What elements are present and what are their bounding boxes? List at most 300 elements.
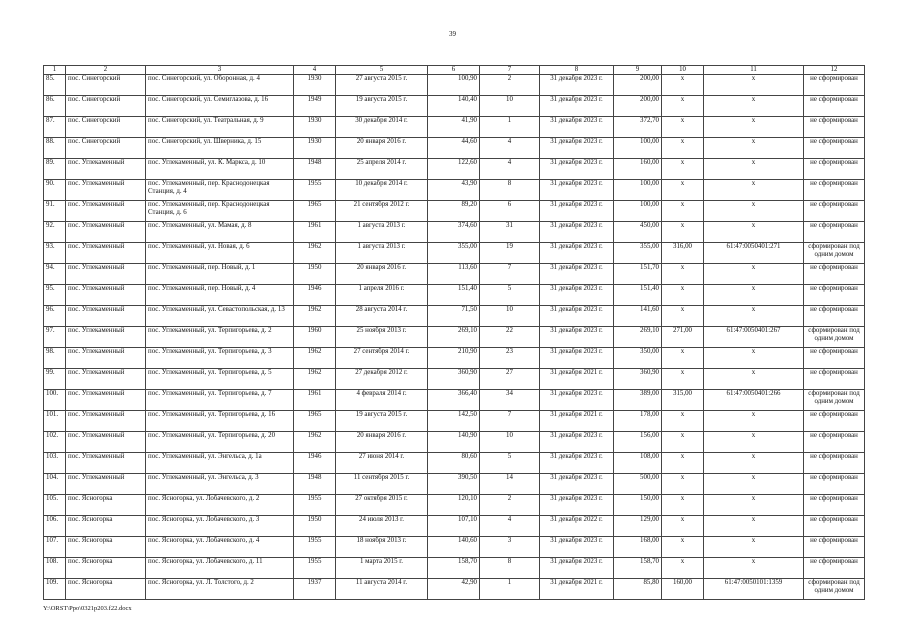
page-number: 39 <box>449 30 456 38</box>
cell-land: x <box>662 537 704 558</box>
cell-area2: 158,70 <box>614 558 662 579</box>
table-row <box>44 411 865 432</box>
cell-n: 106. <box>44 516 66 537</box>
cell-cadastre: x <box>704 201 804 222</box>
cell-year: 1949 <box>294 96 336 117</box>
table-row <box>44 474 865 495</box>
cell-cadastre: x <box>704 516 804 537</box>
cell-area: 269,10 <box>428 327 480 348</box>
cell-deadline: 31 декабря 2023 г. <box>540 327 614 348</box>
cell-residents: 23 <box>480 348 540 369</box>
cell-date: 27 июня 2014 г. <box>336 453 428 474</box>
cell-status: не сформирован <box>804 285 865 306</box>
cell-n: 85. <box>44 75 66 96</box>
cell-area2: 178,00 <box>614 411 662 432</box>
cell-address: пос. Углекаменный, ул. Терпигорьева, д. 3 <box>146 348 294 369</box>
cell-deadline: 31 декабря 2023 г. <box>540 432 614 453</box>
cell-deadline: 31 декабря 2023 г. <box>540 495 614 516</box>
cell-cadastre: x <box>704 474 804 495</box>
cell-n: 93. <box>44 243 66 264</box>
cell-area: 390,50 <box>428 474 480 495</box>
table-row <box>44 285 865 306</box>
column-header-6: 6 <box>428 66 480 75</box>
cell-area2: 269,10 <box>614 327 662 348</box>
cell-cadastre: x <box>704 159 804 180</box>
column-header-8: 8 <box>540 66 614 75</box>
cell-status: не сформирован <box>804 264 865 285</box>
cell-settlement: пос. Углекаменный <box>66 432 146 453</box>
cell-address: пос. Синегорский, ул. Оборонная, д. 4 <box>146 75 294 96</box>
cell-status: сформирован под одним домом <box>804 327 865 348</box>
cell-address: пос. Ясногорка, ул. Лобачевского, д. 4 <box>146 537 294 558</box>
cell-area2: 151,40 <box>614 285 662 306</box>
cell-area2: 389,00 <box>614 390 662 411</box>
cell-area: 210,90 <box>428 348 480 369</box>
cell-residents: 10 <box>480 96 540 117</box>
cell-area: 140,90 <box>428 432 480 453</box>
cell-residents: 10 <box>480 432 540 453</box>
cell-address: пос. Ясногорка, ул. Л. Толстого, д. 2 <box>146 579 294 600</box>
cell-settlement: пос. Углекаменный <box>66 264 146 285</box>
cell-year: 1930 <box>294 117 336 138</box>
cell-land: x <box>662 411 704 432</box>
cell-date: 10 декабря 2014 г. <box>336 180 428 201</box>
cell-date: 20 января 2016 г. <box>336 432 428 453</box>
cell-land: x <box>662 96 704 117</box>
cell-area2: 85,80 <box>614 579 662 600</box>
cell-n: 109. <box>44 579 66 600</box>
cell-status: не сформирован <box>804 159 865 180</box>
cell-date: 30 декабря 2014 г. <box>336 117 428 138</box>
cell-land: x <box>662 474 704 495</box>
cell-year: 1948 <box>294 474 336 495</box>
cell-residents: 1 <box>480 579 540 600</box>
cell-residents: 34 <box>480 390 540 411</box>
cell-address: пос. Углекаменный, пер. Краснодонецкая Станция, д. 4 <box>146 180 294 201</box>
cell-n: 91. <box>44 201 66 222</box>
table-row <box>44 516 865 537</box>
cell-deadline: 31 декабря 2023 г. <box>540 159 614 180</box>
cell-cadastre: x <box>704 306 804 327</box>
cell-land: x <box>662 516 704 537</box>
cell-n: 105. <box>44 495 66 516</box>
cell-residents: 7 <box>480 411 540 432</box>
cell-deadline: 31 декабря 2023 г. <box>540 180 614 201</box>
table-row <box>44 432 865 453</box>
cell-address: пос. Углекаменный, ул. Терпигорьева, д. 20 <box>146 432 294 453</box>
cell-residents: 3 <box>480 537 540 558</box>
cell-settlement: пос. Углекаменный <box>66 474 146 495</box>
cell-cadastre: x <box>704 138 804 159</box>
cell-cadastre: x <box>704 180 804 201</box>
cell-area: 107,10 <box>428 516 480 537</box>
cell-settlement: пос. Углекаменный <box>66 180 146 201</box>
cell-land: x <box>662 453 704 474</box>
cell-address: пос. Углекаменный, ул. Энгельса, д. 1а <box>146 453 294 474</box>
cell-n: 97. <box>44 327 66 348</box>
cell-date: 19 августа 2015 г. <box>336 96 428 117</box>
cell-deadline: 31 декабря 2021 г. <box>540 579 614 600</box>
cell-area: 113,60 <box>428 264 480 285</box>
cell-cadastre: 61:47:0050101:1359 <box>704 579 804 600</box>
cell-status: не сформирован <box>804 537 865 558</box>
cell-area2: 500,00 <box>614 474 662 495</box>
cell-date: 27 октября 2015 г. <box>336 495 428 516</box>
cell-cadastre: x <box>704 285 804 306</box>
cell-year: 1962 <box>294 306 336 327</box>
cell-deadline: 31 декабря 2022 г. <box>540 516 614 537</box>
cell-area: 80,60 <box>428 453 480 474</box>
column-header-5: 5 <box>336 66 428 75</box>
cell-date: 11 сентября 2015 г. <box>336 474 428 495</box>
cell-date: 20 января 2016 г. <box>336 264 428 285</box>
cell-settlement: пос. Углекаменный <box>66 243 146 264</box>
cell-residents: 8 <box>480 180 540 201</box>
cell-residents: 27 <box>480 369 540 390</box>
cell-address: пос. Углекаменный, ул. К. Маркса, д. 10 <box>146 159 294 180</box>
table-row <box>44 579 865 600</box>
cell-area: 140,40 <box>428 96 480 117</box>
cell-cadastre: x <box>704 117 804 138</box>
cell-status: не сформирован <box>804 75 865 96</box>
cell-address: пос. Углекаменный, пер. Новый, д. 4 <box>146 285 294 306</box>
cell-area2: 450,00 <box>614 222 662 243</box>
table-row <box>44 222 865 243</box>
cell-n: 100. <box>44 390 66 411</box>
cell-year: 1950 <box>294 516 336 537</box>
cell-date: 18 ноября 2013 г. <box>336 537 428 558</box>
column-header-10: 10 <box>662 66 704 75</box>
cell-land: 271,00 <box>662 327 704 348</box>
table-body <box>44 66 865 600</box>
cell-n: 86. <box>44 96 66 117</box>
cell-land: x <box>662 348 704 369</box>
cell-settlement: пос. Ясногорка <box>66 558 146 579</box>
cell-settlement: пос. Углекаменный <box>66 327 146 348</box>
cell-settlement: пос. Ясногорка <box>66 537 146 558</box>
cell-cadastre: x <box>704 411 804 432</box>
cell-land: x <box>662 264 704 285</box>
cell-n: 88. <box>44 138 66 159</box>
cell-date: 19 августа 2015 г. <box>336 411 428 432</box>
cell-area2: 100,00 <box>614 180 662 201</box>
column-header-3: 3 <box>146 66 294 75</box>
cell-address: пос. Ясногорка, ул. Лобачевского, д. 3 <box>146 516 294 537</box>
cell-settlement: пос. Синегорский <box>66 138 146 159</box>
table-row <box>44 369 865 390</box>
cell-area2: 150,00 <box>614 495 662 516</box>
cell-settlement: пос. Углекаменный <box>66 453 146 474</box>
column-header-2: 2 <box>66 66 146 75</box>
table-row <box>44 495 865 516</box>
cell-date: 20 января 2016 г. <box>336 138 428 159</box>
cell-deadline: 31 декабря 2021 г. <box>540 369 614 390</box>
cell-settlement: пос. Углекаменный <box>66 159 146 180</box>
table-row <box>44 453 865 474</box>
cell-land: x <box>662 138 704 159</box>
cell-status: не сформирован <box>804 474 865 495</box>
cell-deadline: 31 декабря 2023 г. <box>540 201 614 222</box>
cell-land: 315,00 <box>662 390 704 411</box>
table-row <box>44 96 865 117</box>
cell-status: не сформирован <box>804 117 865 138</box>
table-row <box>44 537 865 558</box>
column-header-1: 1 <box>44 66 66 75</box>
table-row <box>44 264 865 285</box>
cell-year: 1962 <box>294 243 336 264</box>
cell-residents: 2 <box>480 495 540 516</box>
cell-deadline: 31 декабря 2023 г. <box>540 75 614 96</box>
table-row <box>44 243 865 264</box>
cell-area: 151,40 <box>428 285 480 306</box>
cell-deadline: 31 декабря 2023 г. <box>540 474 614 495</box>
cell-status: не сформирован <box>804 201 865 222</box>
cell-status: не сформирован <box>804 96 865 117</box>
cell-year: 1955 <box>294 495 336 516</box>
cell-date: 25 ноября 2013 г. <box>336 327 428 348</box>
cell-settlement: пос. Углекаменный <box>66 201 146 222</box>
cell-land: x <box>662 159 704 180</box>
cell-deadline: 31 декабря 2023 г. <box>540 348 614 369</box>
column-header-12: 12 <box>804 66 865 75</box>
cell-area: 366,40 <box>428 390 480 411</box>
cell-deadline: 31 декабря 2023 г. <box>540 453 614 474</box>
cell-area: 43,90 <box>428 180 480 201</box>
cell-area2: 350,00 <box>614 348 662 369</box>
table-row <box>44 117 865 138</box>
cell-status: не сформирован <box>804 348 865 369</box>
cell-year: 1962 <box>294 369 336 390</box>
cell-n: 101. <box>44 411 66 432</box>
column-header-9: 9 <box>614 66 662 75</box>
cell-address: пос. Синегорский, ул. Семиглазова, д. 16 <box>146 96 294 117</box>
cell-land: x <box>662 117 704 138</box>
cell-area: 140,60 <box>428 537 480 558</box>
cell-area: 44,60 <box>428 138 480 159</box>
cell-date: 1 марта 2015 г. <box>336 558 428 579</box>
cell-area2: 141,60 <box>614 306 662 327</box>
cell-n: 96. <box>44 306 66 327</box>
table-row <box>44 558 865 579</box>
cell-area2: 160,00 <box>614 159 662 180</box>
cell-address: пос. Углекаменный, ул. Новая, д. 6 <box>146 243 294 264</box>
cell-n: 99. <box>44 369 66 390</box>
cell-settlement: пос. Ясногорка <box>66 495 146 516</box>
cell-date: 24 июля 2013 г. <box>336 516 428 537</box>
cell-residents: 10 <box>480 306 540 327</box>
cell-land: x <box>662 285 704 306</box>
cell-year: 1950 <box>294 264 336 285</box>
cell-year: 1930 <box>294 75 336 96</box>
cell-address: пос. Углекаменный, ул. Мамая, д. 8 <box>146 222 294 243</box>
cell-status: не сформирован <box>804 138 865 159</box>
cell-n: 108. <box>44 558 66 579</box>
cell-address: пос. Углекаменный, ул. Терпигорьева, д. 16 <box>146 411 294 432</box>
cell-cadastre: x <box>704 537 804 558</box>
cell-residents: 22 <box>480 327 540 348</box>
cell-residents: 4 <box>480 516 540 537</box>
cell-cadastre: x <box>704 495 804 516</box>
cell-date: 21 сентября 2012 г. <box>336 201 428 222</box>
cell-address: пос. Ясногорка, ул. Лобачевского, д. 11 <box>146 558 294 579</box>
cell-settlement: пос. Углекаменный <box>66 306 146 327</box>
cell-residents: 7 <box>480 264 540 285</box>
cell-area2: 156,00 <box>614 432 662 453</box>
cell-deadline: 31 декабря 2023 г. <box>540 243 614 264</box>
cell-area: 120,10 <box>428 495 480 516</box>
cell-address: пос. Синегорский, ул. Театральная, д. 9 <box>146 117 294 138</box>
cell-cadastre: 61:47:0050401:271 <box>704 243 804 264</box>
cell-cadastre: x <box>704 348 804 369</box>
cell-cadastre: x <box>704 558 804 579</box>
column-header-4: 4 <box>294 66 336 75</box>
cell-year: 1955 <box>294 180 336 201</box>
cell-settlement: пос. Синегорский <box>66 117 146 138</box>
cell-residents: 14 <box>480 474 540 495</box>
cell-date: 25 апреля 2014 г. <box>336 159 428 180</box>
cell-cadastre: x <box>704 264 804 285</box>
cell-deadline: 31 декабря 2021 г. <box>540 411 614 432</box>
cell-year: 1965 <box>294 411 336 432</box>
table-row <box>44 306 865 327</box>
table-row <box>44 327 865 348</box>
housing-table <box>43 65 865 600</box>
cell-address: пос. Синегорский, ул. Шверника, д. 15 <box>146 138 294 159</box>
column-header-7: 7 <box>480 66 540 75</box>
cell-area2: 129,00 <box>614 516 662 537</box>
cell-status: не сформирован <box>804 453 865 474</box>
cell-n: 107. <box>44 537 66 558</box>
cell-cadastre: 61:47:0050401:267 <box>704 327 804 348</box>
cell-deadline: 31 декабря 2023 г. <box>540 390 614 411</box>
cell-deadline: 31 декабря 2023 г. <box>540 558 614 579</box>
cell-area: 360,90 <box>428 369 480 390</box>
cell-cadastre: x <box>704 369 804 390</box>
cell-land: x <box>662 495 704 516</box>
cell-n: 103. <box>44 453 66 474</box>
cell-area: 122,60 <box>428 159 480 180</box>
cell-settlement: пос. Синегорский <box>66 96 146 117</box>
column-header-11: 11 <box>704 66 804 75</box>
cell-area2: 168,00 <box>614 537 662 558</box>
cell-status: не сформирован <box>804 558 865 579</box>
cell-area: 71,50 <box>428 306 480 327</box>
cell-settlement: пос. Углекаменный <box>66 390 146 411</box>
cell-status: не сформирован <box>804 432 865 453</box>
cell-area: 89,20 <box>428 201 480 222</box>
cell-deadline: 31 декабря 2023 г. <box>540 306 614 327</box>
cell-land: 316,00 <box>662 243 704 264</box>
cell-land: x <box>662 180 704 201</box>
cell-land: x <box>662 222 704 243</box>
cell-year: 1946 <box>294 453 336 474</box>
cell-land: x <box>662 306 704 327</box>
cell-year: 1955 <box>294 558 336 579</box>
cell-year: 1937 <box>294 579 336 600</box>
cell-land: x <box>662 201 704 222</box>
cell-year: 1961 <box>294 390 336 411</box>
cell-land: x <box>662 432 704 453</box>
cell-residents: 6 <box>480 201 540 222</box>
cell-deadline: 31 декабря 2023 г. <box>540 537 614 558</box>
cell-residents: 5 <box>480 453 540 474</box>
cell-cadastre: x <box>704 222 804 243</box>
cell-status: сформирован под одним домом <box>804 579 865 600</box>
cell-deadline: 31 декабря 2023 г. <box>540 138 614 159</box>
table-row <box>44 201 865 222</box>
cell-address: пос. Углекаменный, пер. Краснодонецкая Станция, д. 6 <box>146 201 294 222</box>
cell-n: 87. <box>44 117 66 138</box>
cell-area: 374,60 <box>428 222 480 243</box>
cell-deadline: 31 декабря 2023 г. <box>540 117 614 138</box>
cell-area2: 372,70 <box>614 117 662 138</box>
cell-status: не сформирован <box>804 369 865 390</box>
cell-cadastre: x <box>704 75 804 96</box>
cell-land: x <box>662 75 704 96</box>
cell-area: 42,90 <box>428 579 480 600</box>
footer-file-path: Y:\ORST\Ppo\0321p203.f22.docx <box>43 605 132 612</box>
cell-year: 1955 <box>294 537 336 558</box>
cell-area: 41,90 <box>428 117 480 138</box>
cell-n: 90. <box>44 180 66 201</box>
cell-year: 1946 <box>294 285 336 306</box>
cell-settlement: пос. Углекаменный <box>66 348 146 369</box>
cell-area2: 108,00 <box>614 453 662 474</box>
cell-date: 1 апреля 2016 г. <box>336 285 428 306</box>
cell-n: 104. <box>44 474 66 495</box>
cell-address: пос. Углекаменный, ул. Терпигорьева, д. 7 <box>146 390 294 411</box>
cell-area2: 100,00 <box>614 201 662 222</box>
cell-date: 27 декабря 2012 г. <box>336 369 428 390</box>
cell-cadastre: x <box>704 96 804 117</box>
cell-year: 1962 <box>294 432 336 453</box>
cell-deadline: 31 декабря 2023 г. <box>540 96 614 117</box>
cell-land: x <box>662 558 704 579</box>
cell-area2: 100,00 <box>614 138 662 159</box>
cell-status: сформирован под одним домом <box>804 390 865 411</box>
table-row <box>44 138 865 159</box>
cell-n: 98. <box>44 348 66 369</box>
cell-settlement: пос. Углекаменный <box>66 369 146 390</box>
table-row <box>44 159 865 180</box>
cell-area2: 355,00 <box>614 243 662 264</box>
cell-residents: 4 <box>480 159 540 180</box>
table-row <box>44 390 865 411</box>
cell-cadastre: x <box>704 453 804 474</box>
cell-address: пос. Углекаменный, ул. Севастопольская, д. 13 <box>146 306 294 327</box>
cell-area: 100,90 <box>428 75 480 96</box>
cell-land: x <box>662 369 704 390</box>
cell-n: 89. <box>44 159 66 180</box>
cell-settlement: пос. Ясногорка <box>66 516 146 537</box>
table-row <box>44 348 865 369</box>
cell-residents: 8 <box>480 558 540 579</box>
cell-area2: 200,00 <box>614 96 662 117</box>
cell-area: 355,00 <box>428 243 480 264</box>
cell-year: 1961 <box>294 222 336 243</box>
cell-address: пос. Углекаменный, пер. Новый, д. 1 <box>146 264 294 285</box>
cell-date: 27 сентября 2014 г. <box>336 348 428 369</box>
cell-date: 1 августа 2013 г. <box>336 243 428 264</box>
cell-cadastre: 61:47:0050401:266 <box>704 390 804 411</box>
cell-residents: 1 <box>480 117 540 138</box>
cell-deadline: 31 декабря 2023 г. <box>540 285 614 306</box>
cell-cadastre: x <box>704 432 804 453</box>
cell-date: 11 августа 2014 г. <box>336 579 428 600</box>
header-row <box>44 66 865 75</box>
cell-status: не сформирован <box>804 180 865 201</box>
cell-date: 27 августа 2015 г. <box>336 75 428 96</box>
